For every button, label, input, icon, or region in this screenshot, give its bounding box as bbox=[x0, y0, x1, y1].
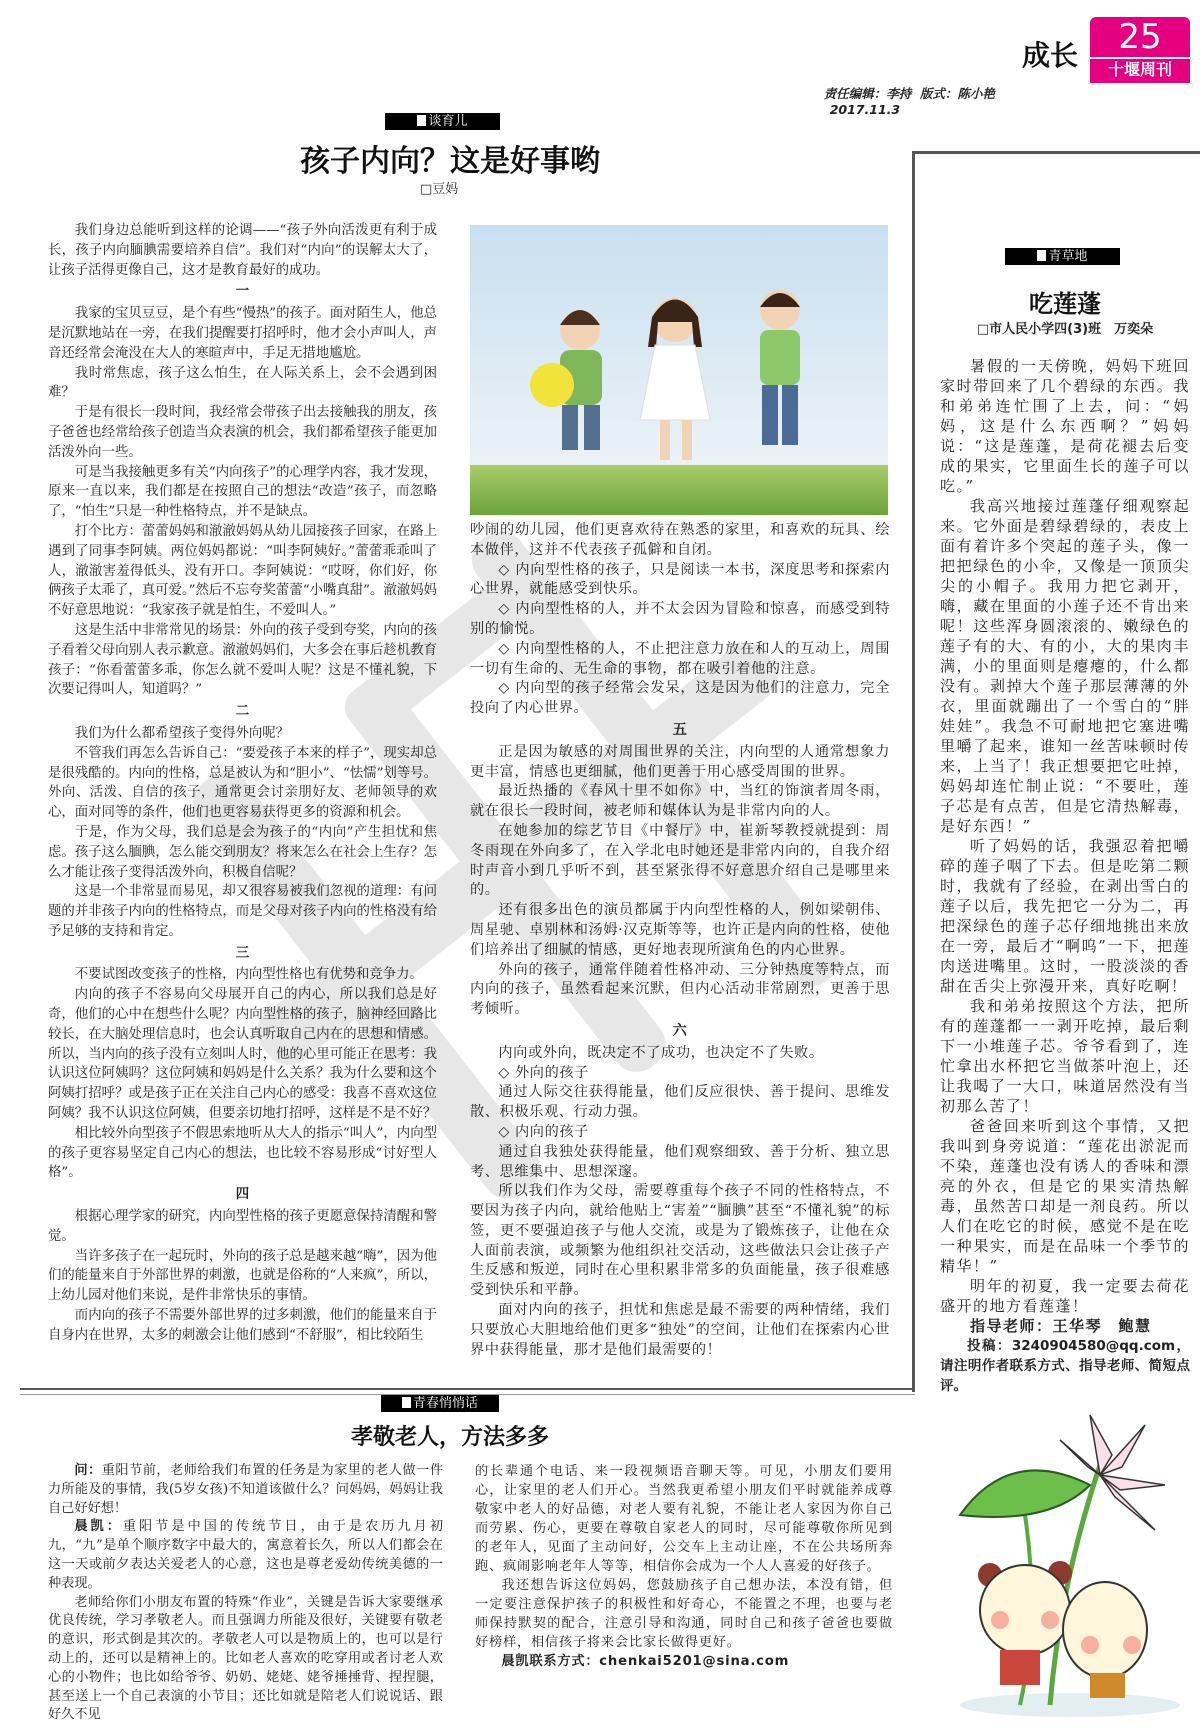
square-icon bbox=[417, 115, 426, 126]
paragraph bbox=[470, 1083, 890, 1123]
paragraph bbox=[470, 782, 890, 822]
paragraph bbox=[470, 822, 890, 901]
column-label-parenting bbox=[385, 113, 500, 130]
paragraph-text: 于是，作为父母，我们总是会为孩子的“内向”产生担忧和焦虑。孩子这么腼腆，怎么能交到朋友？将来怎么在社会上生存？怎么才能让孩子变得活泼外向，积极自信呢？ bbox=[48, 824, 437, 880]
paragraph bbox=[470, 561, 890, 601]
paragraph bbox=[940, 496, 1190, 836]
paragraph bbox=[470, 1143, 890, 1183]
paragraph-text: ◇ 内向型性格的孩子，只是阅读一本书，深度思考和探索内心世界，就能感受到快乐。 bbox=[470, 561, 890, 598]
paragraph bbox=[48, 985, 437, 1124]
label-text: 青草地 bbox=[1048, 249, 1088, 264]
article3-column-2 bbox=[475, 1462, 893, 1671]
submission-text: 投稿：3240904580@qq.com，请注明作者联系方式、指导老师、简短点评。 bbox=[940, 1338, 1190, 1394]
paragraph bbox=[470, 1064, 890, 1084]
paragraph bbox=[48, 403, 437, 462]
paragraph-text: 在她参加的综艺节目《中餐厅》中，崔新琴教授就提到：周冬雨现在外向多了，在入学北电时她还是非常内向的，自我介绍时声音小到几乎听不到，甚至紧张得不好意思介绍自己是哪里来的。 bbox=[470, 822, 890, 899]
paragraph-text: 晨凯联系方式：chenkai5201@sina.com bbox=[501, 1654, 790, 1669]
paragraph bbox=[48, 823, 437, 882]
paragraph bbox=[470, 640, 890, 680]
paragraph bbox=[940, 1276, 1190, 1316]
paragraph-text: 我时常焦虑，孩子这么怕生，在人际关系上，会不会遇到困难？ bbox=[48, 365, 437, 401]
paragraph-text: 六 bbox=[672, 1022, 688, 1039]
paragraph-text: 一 bbox=[235, 283, 250, 300]
paragraph-text: 内向或外向，既决定不了成功，也决定不了失败。 bbox=[498, 1044, 824, 1061]
paragraph-text: 指导老师：王华琴 鲍慧 bbox=[970, 1317, 1152, 1335]
paragraph bbox=[470, 1301, 890, 1360]
paragraph-text: 三 bbox=[235, 944, 250, 961]
paper-name: 十堰周刊 bbox=[1090, 57, 1190, 81]
paragraph-text: ◇ 内向的孩子 bbox=[498, 1123, 589, 1140]
section-name: 成长 bbox=[1022, 39, 1079, 72]
children-photo bbox=[470, 225, 888, 515]
paragraph bbox=[48, 463, 437, 522]
paragraph bbox=[470, 743, 890, 783]
paragraph-text: 暑假的一天傍晚，妈妈下班回家时带回来了几个碧绿的东西。我和弟弟连忙围了上去，问：“妈妈，这是什么东西啊？”妈妈说：“这是莲蓬，是荷花褪去后变成的果实，它里面生长的莲子可以吃。” bbox=[940, 357, 1190, 495]
paragraph bbox=[470, 1182, 890, 1301]
paragraph bbox=[940, 1116, 1190, 1276]
article2-body bbox=[940, 356, 1190, 1336]
frame-top-right bbox=[912, 151, 1200, 154]
paragraph-text: 这是生活中非常常见的场景：外向的孩子受到夸奖，内向的孩子看着父母向别人表示歉意。澈澈妈妈们，大多会在事后趁机教育孩子：“你看蕾蕾多乖，你怎么就不爱叫人呢？这是不懂礼貌，下次要记得叫人，知道吗？” bbox=[48, 622, 437, 698]
paragraph bbox=[48, 364, 437, 404]
paragraph bbox=[940, 1316, 1190, 1336]
paragraph-text: 通过人际交往获得能量，他们反应很快、善于提问、思维发散、积极乐观、行动力强。 bbox=[470, 1084, 890, 1121]
paragraph bbox=[48, 221, 437, 280]
paragraph bbox=[48, 1518, 443, 1593]
paragraph bbox=[475, 1462, 893, 1576]
paragraph-text: 不管我们再怎么告诉自己：“要爱孩子本来的样子”，现实却总是很残酷的。内向的性格，总是被认为和“胆小”、“怯懦”划等号。外向、活泼、自信的孩子，通常更会讨亲朋好友、老师领导的欢心，面对同等的条件，他们也更容易获得更多的资源和机会。 bbox=[48, 745, 437, 821]
frame-vertical bbox=[912, 151, 915, 1392]
paragraph bbox=[470, 1123, 890, 1143]
paragraph-text: ◇ 内向型的孩子经常会发呆，这是因为他们的注意力，完全投向了内心世界。 bbox=[470, 680, 890, 717]
paragraph-text: ◇ 内向型性格的人，并不太会因为冒险和惊喜，而感受到特别的愉悦。 bbox=[470, 601, 890, 637]
paragraph-text: 通过自我独处获得能量，他们观察细致、善于分析、独立思考、思维集中、思想深邃。 bbox=[470, 1143, 890, 1180]
date: 2017.11.3 bbox=[829, 102, 901, 117]
paragraph bbox=[48, 1207, 437, 1247]
article3-column-1 bbox=[48, 1462, 443, 1725]
paragraph-text: ◇ 外向的孩子 bbox=[498, 1064, 589, 1081]
column-label-youth-talk bbox=[381, 1395, 499, 1412]
article-title: 孩子内向？这是好事哟 bbox=[300, 144, 600, 179]
paragraph bbox=[48, 1247, 437, 1306]
paragraph-text: 于是有很长一段时间，我经常会带孩子出去接触我的朋友，孩子爸爸也经常给孩子创造当众表演的机会，我们都希望孩子能更加活泼外向一些。 bbox=[48, 405, 437, 460]
square-icon bbox=[1037, 250, 1046, 261]
paragraph bbox=[48, 882, 437, 941]
paragraph-text: 重阳节是中国的传统节日，由于是农历九月初九，“九”是单个顺序数字中最大的，寓意着长久，所以人们都会在这一天或前夕表达关爱老人的心意，这也是尊老爱幼传统美德的一种表现。 bbox=[48, 1519, 444, 1591]
section-numeral bbox=[48, 944, 437, 964]
paragraph bbox=[470, 600, 890, 640]
paragraph-text: 相比较外向型孩子不假思索地听从大人的指示“叫人”，内向型的孩子更容易坚定自己内心的想法，也比较不容易形成“讨好型人格”。 bbox=[48, 1125, 437, 1181]
paragraph-text: 我家的宝贝豆豆，是个有些“慢热”的孩子。面对陌生人，他总是沉默地站在一旁，在我们提醒要打招呼时，他才会小声叫人，声音还经常会淹没在大人的寒暄声中，手足无措地尴尬。 bbox=[48, 306, 437, 361]
paragraph-text: 所以我们作为父母，需要尊重每个孩子不同的性格特点，不要因为孩子内向，就给他贴上“害羞”“腼腆”甚至“不懂礼貌”的标签，更不要强迫孩子与他人交流，或是为了锻炼孩子，让他在众人面前表演，或频繁为他组织社交活动，这些做法只会让孩子产生反感和叛逆，同时在心里积累非常多的负面能量，孩子很难感受到快乐和平静。 bbox=[470, 1183, 890, 1299]
paragraph-text: 而内向的孩子不需要外部世界的过多刺激，他们的能量来自于自身内在世界，太多的刺激会让他们感到“不舒服”，相比较陌生 bbox=[48, 1308, 437, 1343]
paragraph bbox=[940, 836, 1190, 996]
article-title: 吃莲蓬 bbox=[1029, 289, 1101, 318]
paragraph-text: 四 bbox=[235, 1186, 250, 1203]
paragraph-text: 打个比方：蕾蕾妈妈和澈澈妈妈从幼儿园接孩子回家，在路上遇到了同事李阿姨。两位妈妈都说：“叫李阿姨好。”蕾蕾乖乖叫了人，澈澈害羞得低头，没有开口。李阿姨说：“哎呀，你们好，你俩孩子太乖了，真可爱。”然后不忘夸奖蕾蕾“小嘴真甜”。澈澈妈妈不好意思地说：“我家孩子就是怕生，不爱叫人。” bbox=[48, 523, 437, 619]
article-title: 孝敬老人，方法多多 bbox=[350, 1424, 549, 1450]
paragraph bbox=[475, 1576, 893, 1652]
paragraph-text: 我们身边总能听到这样的论调——“孩子外向活泼更有利于成长，孩子内向腼腆需要培养自信”。我们对“内向”的误解太大了，让孩子活得更像自己，这才是教育最好的成功。 bbox=[48, 223, 437, 278]
paragraph bbox=[940, 356, 1190, 496]
paragraph-text: 我高兴地接过莲蓬仔细观察起来。它外面是碧绿碧绿的，表皮上面有着许多个突起的莲子头，像一把把绿色的小伞，又像是一顶顶尖尖的小帽子。我用力把它剥开，嗨，藏在里面的小莲子还不肯出来呢！这些浑身圆滚滚的、嫩绿色的莲子有的大、有的小，大的果肉丰满，小的里面则是瘪瘪的，什么都没有。剥掉大个莲子那层薄薄的外衣，里面就蹦出了一个雪白的“胖娃娃”。我急不可耐地把它塞进嘴里嚼了起来，谁知一丝苦味顿时传来，上当了！我正想要把它吐掉，妈妈却连忙制止说：“不要吐，莲子芯是有点苦，但是它清热解毒，是好东西！” bbox=[940, 497, 1190, 835]
section-numeral bbox=[48, 1185, 437, 1205]
paragraph bbox=[48, 724, 437, 744]
paragraph-text: 听了妈妈的话，我强忍着把嚼碎的莲子咽了下去。但是吃第二颗时，我就有了经验，在剥出雪白的莲子以后，我先把它一分为二，再把深绿色的莲子芯仔细地挑出来放在一旁，最后才“啊呜”一下，把莲肉送进嘴里。这时，一股淡淡的香甜在舌尖上弥漫开来，真好吃啊！ bbox=[940, 837, 1190, 995]
article2-column bbox=[940, 356, 1190, 1396]
column-label-grassland bbox=[1005, 248, 1120, 265]
paragraph-text: 我们为什么都希望孩子变得外向呢？ bbox=[74, 725, 290, 741]
section-numeral bbox=[470, 721, 890, 741]
paragraph-text: 明年的初夏，我一定要去荷花盛开的地方看莲蓬！ bbox=[940, 1277, 1190, 1315]
paragraph bbox=[48, 1306, 437, 1346]
paragraph bbox=[48, 965, 437, 985]
paragraph bbox=[470, 961, 890, 1020]
editor-credits bbox=[815, 69, 995, 117]
paragraph-text: 这是一个非常显而易见，却又很容易被我们忽视的道理：有问题的并非孩子内向的性格特点，而是父母对孩子内向的性格没有给予足够的支持和肯定。 bbox=[48, 884, 437, 939]
paragraph bbox=[48, 522, 437, 621]
paragraph bbox=[470, 901, 890, 960]
paragraph-text: 五 bbox=[672, 721, 688, 738]
paragraph-text: 不要试图改变孩子的性格，内向型性格也有优势和竞争力。 bbox=[74, 967, 423, 983]
paragraph-text: 最近热播的《春风十里不如你》中，当红的饰演者周冬雨，就在很长一段时间，被老师和媒体认为是非常内向的人。 bbox=[470, 783, 890, 820]
paragraph bbox=[48, 1124, 437, 1183]
paragraph-text: 内向的孩子不容易向父母展开自己的内心，所以我们总是好奇，他们的心中在想些什么呢？内向型性格的孩子，脑神经回路比较长，在大脑处理信息时，也会认真听取自己内在的思想和情感。所以，当内向的孩子没有立刻叫人时，他的心里可能正在思考：我认识这位阿姨吗？这位阿姨和妈妈是什么关系？我为什么要和这个阿姨打招呼？或是孩子正在关注自己内心的感受：我喜不喜欢这位阿姨？我不认识这位阿姨，但要亲切地打招呼，这样是不是不好？ bbox=[48, 987, 437, 1122]
paragraph-text: 我还想告诉这位妈妈，您鼓励孩子自己想办法，本没有错，但一定要注意保护孩子的积极性和好奇心，不能置之不理，也要与老师保持默契的配合，注意引导和沟通，同时自己和孩子爸爸也要做好榜样，相信孩子将来会比家长做得更好。 bbox=[475, 1578, 893, 1650]
paragraph-text: 老师给你们小朋友布置的特殊“作业”，关键是告诉大家要继承优良传统，学习孝敬老人。而且强调力所能及很好，关键要有敬老的意识，形式倒是其次的。孝敬老人可以是物质上的，也可以是行动上的，还可以是精神上的。比如老人喜欢的吃穿用或者讨老人欢心的小物件；也比如给爷爷、奶奶、姥姥、姥爷捶捶背、捏捏腿，甚至送上一个自己表演的小节目；还比如就是陪老人们说说话、跟好久不见 bbox=[48, 1594, 443, 1723]
paragraph bbox=[48, 1462, 443, 1518]
paragraph bbox=[470, 1044, 890, 1064]
paragraph bbox=[48, 621, 437, 700]
square-icon bbox=[402, 1397, 411, 1408]
label-text: 青春悄悄话 bbox=[412, 1396, 478, 1411]
paragraph-text: 根据心理学家的研究，内向型性格的孩子更愿意保持清醒和警觉。 bbox=[48, 1209, 437, 1244]
paragraph-text: 当许多孩子在一起玩时，外向的孩子总是越来越“嗨”，因为他们的能量来自于外部世界的刺激，也就是俗称的“人来疯”，所以，上幼儿园对他们来说，是件非常快乐的事情。 bbox=[48, 1248, 437, 1304]
page-number: 25 bbox=[1118, 17, 1162, 57]
frame-bottom bbox=[20, 1388, 915, 1395]
paragraph-text: 还有很多出色的演员都属于内向型性格的人，例如梁朝伟、周星驰、卓别林和汤姆·汉克斯等等，也许正是内向的性格，使他们培养出了细腻的情感，更好地表现所演角色的内心世界。 bbox=[470, 902, 890, 958]
article1-column-1 bbox=[48, 221, 437, 1346]
paragraph bbox=[940, 996, 1190, 1116]
section-numeral bbox=[48, 282, 437, 302]
paragraph bbox=[48, 1594, 443, 1726]
paragraph bbox=[470, 521, 890, 561]
paragraph bbox=[48, 304, 437, 363]
speaker-label: 问： bbox=[74, 1463, 102, 1478]
credits: 责任编辑：李持 版式：陈小艳 bbox=[823, 86, 995, 101]
paragraph-text: 我和弟弟按照这个方法，把所有的莲蓬都一一剥开吃掉，最后剩下一小堆莲子芯。爷爷看到了，连忙拿出水杯把它当做茶叶泡上，还让我喝了一大口，味道居然没有当初那么苦了！ bbox=[940, 997, 1190, 1115]
paragraph-text: 可是当我接触更多有关“内向孩子”的心理学内容，我才发现，原来一直以来，我们都是在按照自己的想法“改造”孩子，而忽略了，“怕生”只是一种性格特点，并不是缺点。 bbox=[48, 464, 437, 520]
page-badge bbox=[1090, 17, 1190, 83]
section-numeral bbox=[470, 1022, 890, 1042]
speaker-label: 晨凯： bbox=[74, 1519, 123, 1535]
paragraph-text: 正是因为敏感的对周围世界的关注，内向型的人通常想象力更丰富，情感也更细腻，他们更善于用心感受周围的世界。 bbox=[470, 743, 890, 780]
article-author: □豆妈 bbox=[420, 182, 459, 197]
article-author: □市人民小学四(3)班 万奕朵 bbox=[976, 322, 1154, 337]
paragraph-text: 爸爸回来听到这个事情，又把我叫到身旁说道：“莲花出淤泥而不染，莲蓬也没有诱人的香味和漂亮的外衣，但是它的果实清热解毒，虽然苦口却是一剂良药。所以人们在吃它的时候，感觉不是在吃一种果实，而是在品味一个季节的精华！” bbox=[940, 1117, 1190, 1275]
paragraph-text: ◇ 内向型性格的人，不止把注意力放在和人的互动上，周围一切有生命的、无生命的事物，都在吸引着他的注意。 bbox=[470, 640, 890, 677]
paragraph-text: 重阳节前，老师给我们布置的任务是为家里的老人做一件力所能及的事情，我(5岁女孩)不知道该做什么？问妈妈，妈妈让我自己好好想！ bbox=[48, 1463, 444, 1516]
paragraph-text: 面对内向的孩子，担忧和焦虑是最不需要的两种情绪，我们只要放心大胆地给他们更多“独处”的空间，让他们在探索内心世界中获得能量，那才是他们最需要的！ bbox=[470, 1302, 890, 1358]
paragraph bbox=[475, 1652, 893, 1671]
paragraph-text: 二 bbox=[235, 703, 250, 720]
paragraph-text: 外向的孩子，通常伴随着性格冲动、三分钟热度等特点，而内向的孩子，虽然看起来沉默，但内心活动非常剧烈，更善于思考倾听。 bbox=[470, 961, 890, 1018]
paragraph-text: 吵闹的幼儿园，他们更喜欢待在熟悉的家里，和喜欢的玩具、绘本做伴，这并不代表孩子孤僻和自闭。 bbox=[470, 522, 890, 558]
paragraph bbox=[470, 679, 890, 719]
paragraph bbox=[48, 744, 437, 823]
paragraph-text: 的长辈通个电话、来一段视频语音聊天等。可见，小朋友们要用心，让家里的老人们开心。当然我更希望小朋友们平时就能养成尊敬家中老人的好品德，对老人要有礼貌，不能让老人家因为你自己而劳累、伤心，更要在尊敬自家老人的同时，尽可能尊敬你所见到的老年人，见面了主动问好，公交车上主动让座，不在公共场所奔跑、疯闹影响老年人等等，相信你会成为一个人人喜爱的好孩子。 bbox=[475, 1464, 893, 1574]
section-numeral bbox=[48, 702, 437, 722]
article1-column-2 bbox=[470, 521, 890, 1360]
label-text: 谈育儿 bbox=[428, 114, 468, 129]
lotus-children-illustration bbox=[950, 1405, 1195, 1725]
